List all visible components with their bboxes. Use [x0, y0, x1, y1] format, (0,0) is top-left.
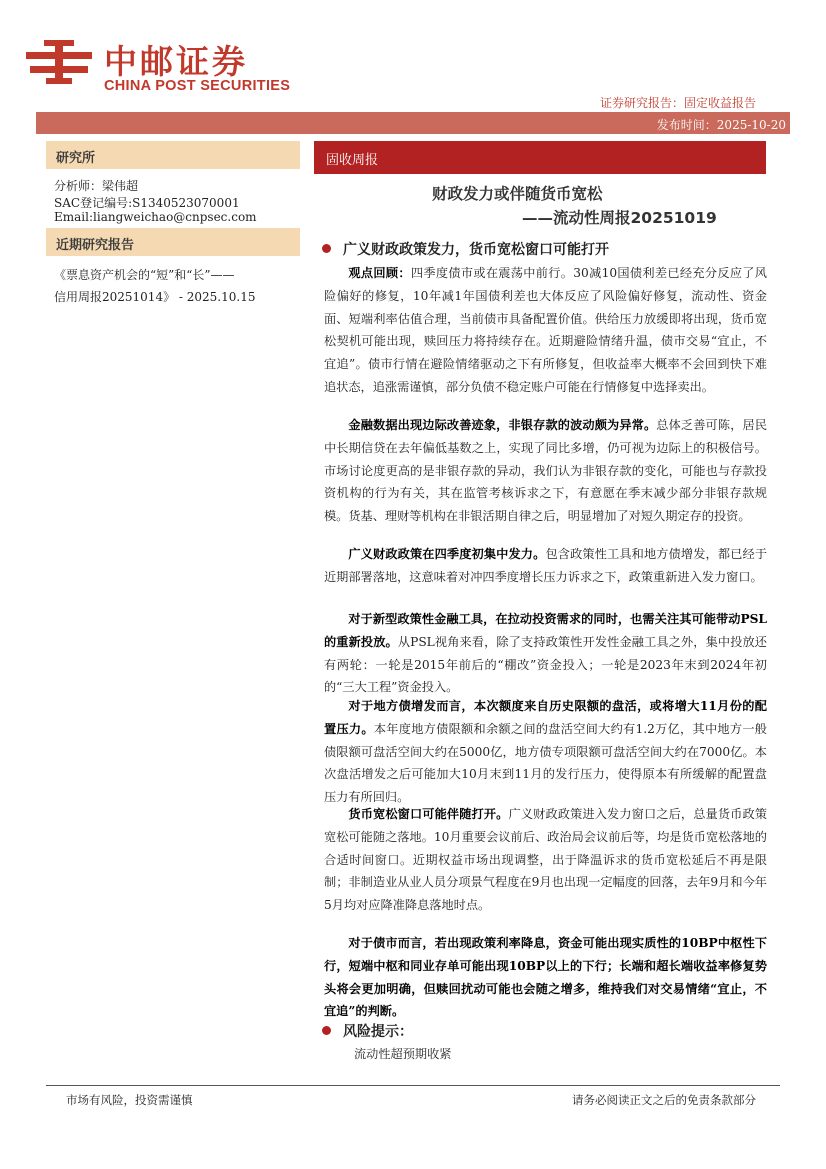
recent-report-line1: 《票息资产机会的“短”和“长”—— [54, 268, 235, 282]
conclusion-paragraph: 对于债市而言，若出现政策利率降息，资金可能出现实质性的10BP中枢性下行，短端中枢和同业存单可能出现10BP以上的下行；长端和超长端收益率修复势头将会更加明确，但赎回扰动可能也会随之增多，维持我们对交易情绪“宜止，不宜追”的判断。 [324, 936, 767, 1019]
paragraph: 对于地方债增发而言，本次额度来自历史限额的盘活，或将增大11月份的配置压力。本年度地方债限额和余额之间的盘活空间大约有1.2万亿，其中地方一般债限额可盘活空间大约在5000亿，地方债专项限额可盘活空间大约在7000亿。本次盘活增发之后可能加大10月末到11月的发行压力，使得原本有所缓解的配置盘压力有所回归。 [324, 699, 767, 805]
recent-reports-bar [46, 228, 300, 256]
paragraph: 观点回顾：四季度债市或在震荡中前行。30减10国债利差已经充分反应了风险偏好的修复，10年减1年国债利差也大体反应了风险偏好修复，流动性、资金面、短端利率估值合理，当前债市具备配置价值。供给压力放缓即将出现，货币宽松契机可能出现，赎回压力将持续存在。近期避险情绪升温，债市交易“宜止，不宜追”。债市行情在避险情绪驱动之下有所修复，但收益率大概率不会回到快下难追状态，追涨需谨慎，部分负债不稳定账户可能在行情修复中选择卖出。 [324, 266, 767, 394]
risk-text: 流动性超预期收紧 [354, 1047, 452, 1061]
bullet-icon [322, 1026, 331, 1035]
paragraph: 对于新型政策性金融工具，在拉动投资需求的同时，也需关注其可能带动PSL的重新投放。从PSL视角来看，除了支持政策性开发性金融工具之外，集中投放还有两轮：一轮是2015年前后的“棚改”资金投入；一轮是2023年末到2024年初的“三大工程”资金投入。 [324, 612, 767, 695]
analyst-sac: SAC登记编号:S1340523070001 [54, 196, 240, 210]
report-subtitle: ——流动性周报20251019 [522, 209, 717, 227]
analyst-name: 分析师：梁伟超 [54, 179, 139, 193]
institute-label: 研究所 [56, 151, 96, 166]
analyst-email: Email:liangweichao@cnpsec.com [54, 210, 257, 224]
report-title: 财政发力或伴随货币宽松 [432, 185, 603, 203]
report-type: 证券研究报告：固定收益报告 [599, 96, 756, 110]
bullet-icon [322, 244, 331, 253]
paragraph: 广义财政政策在四季度初集中发力。包含政策性工具和地方债增发，都已经于近期部署落地，这意味着对冲四季度增长压力诉求之下，政策重新进入发力窗口。 [324, 547, 768, 584]
risk-heading: 风险提示： [322, 1021, 413, 1041]
recent-report-line2: 信用周报20251014》 - 2025.10.15 [54, 290, 256, 304]
paragraph: 金融数据出现边际改善迹象，非银存款的波动颇为异常。总体乏善可陈，居民中长期信贷在去年偏低基数之上，实现了同比多增，仍可视为边际上的积极信号。市场讨论度更高的是非银存款的异动，我们认为非银存款的变化，可能也与存款投资机构的行为有关，其在监管考核诉求之下，有意愿在季末减少部分非银存款规模。货基、理财等机构在非银活期自律之后，明显增加了对短久期定存的投资。 [324, 418, 768, 524]
header-band [36, 112, 790, 134]
brand-name-cn: 中邮证券 [104, 42, 248, 81]
paragraph: 货币宽松窗口可能伴随打开。广义财政政策进入发力窗口之后，总量货币政策宽松可能随之落地。10月重要会议前后、政治局会议前后等，均是货币宽松落地的合适时间窗口。近期权益市场出现调整，出于降温诉求的货币宽松延后不再是限制；非制造业从业人员分项景气程度在9月也出现一定幅度的回落，去年9月和今年5月均对应降准降息落地时点。 [324, 807, 768, 913]
publish-date: 发布时间：2025-10-20 [656, 118, 786, 132]
footer-disclaimer: 市场有风险，投资需谨慎 [66, 1093, 193, 1107]
category-bar [314, 141, 766, 174]
category-label: 固收周报 [326, 153, 379, 168]
footer-notice: 请务必阅读正文之后的免责条款部分 [572, 1093, 756, 1107]
china-post-logo-icon [26, 38, 92, 86]
footer-divider [46, 1085, 780, 1086]
section-heading: 广义财政政策发力，货币宽松窗口可能打开 [322, 239, 609, 259]
brand-name-en: CHINA POST SECURITIES [104, 78, 291, 94]
institute-bar [46, 141, 300, 169]
recent-reports-label: 近期研究报告 [56, 238, 135, 253]
recent-report-link[interactable] [54, 264, 255, 308]
